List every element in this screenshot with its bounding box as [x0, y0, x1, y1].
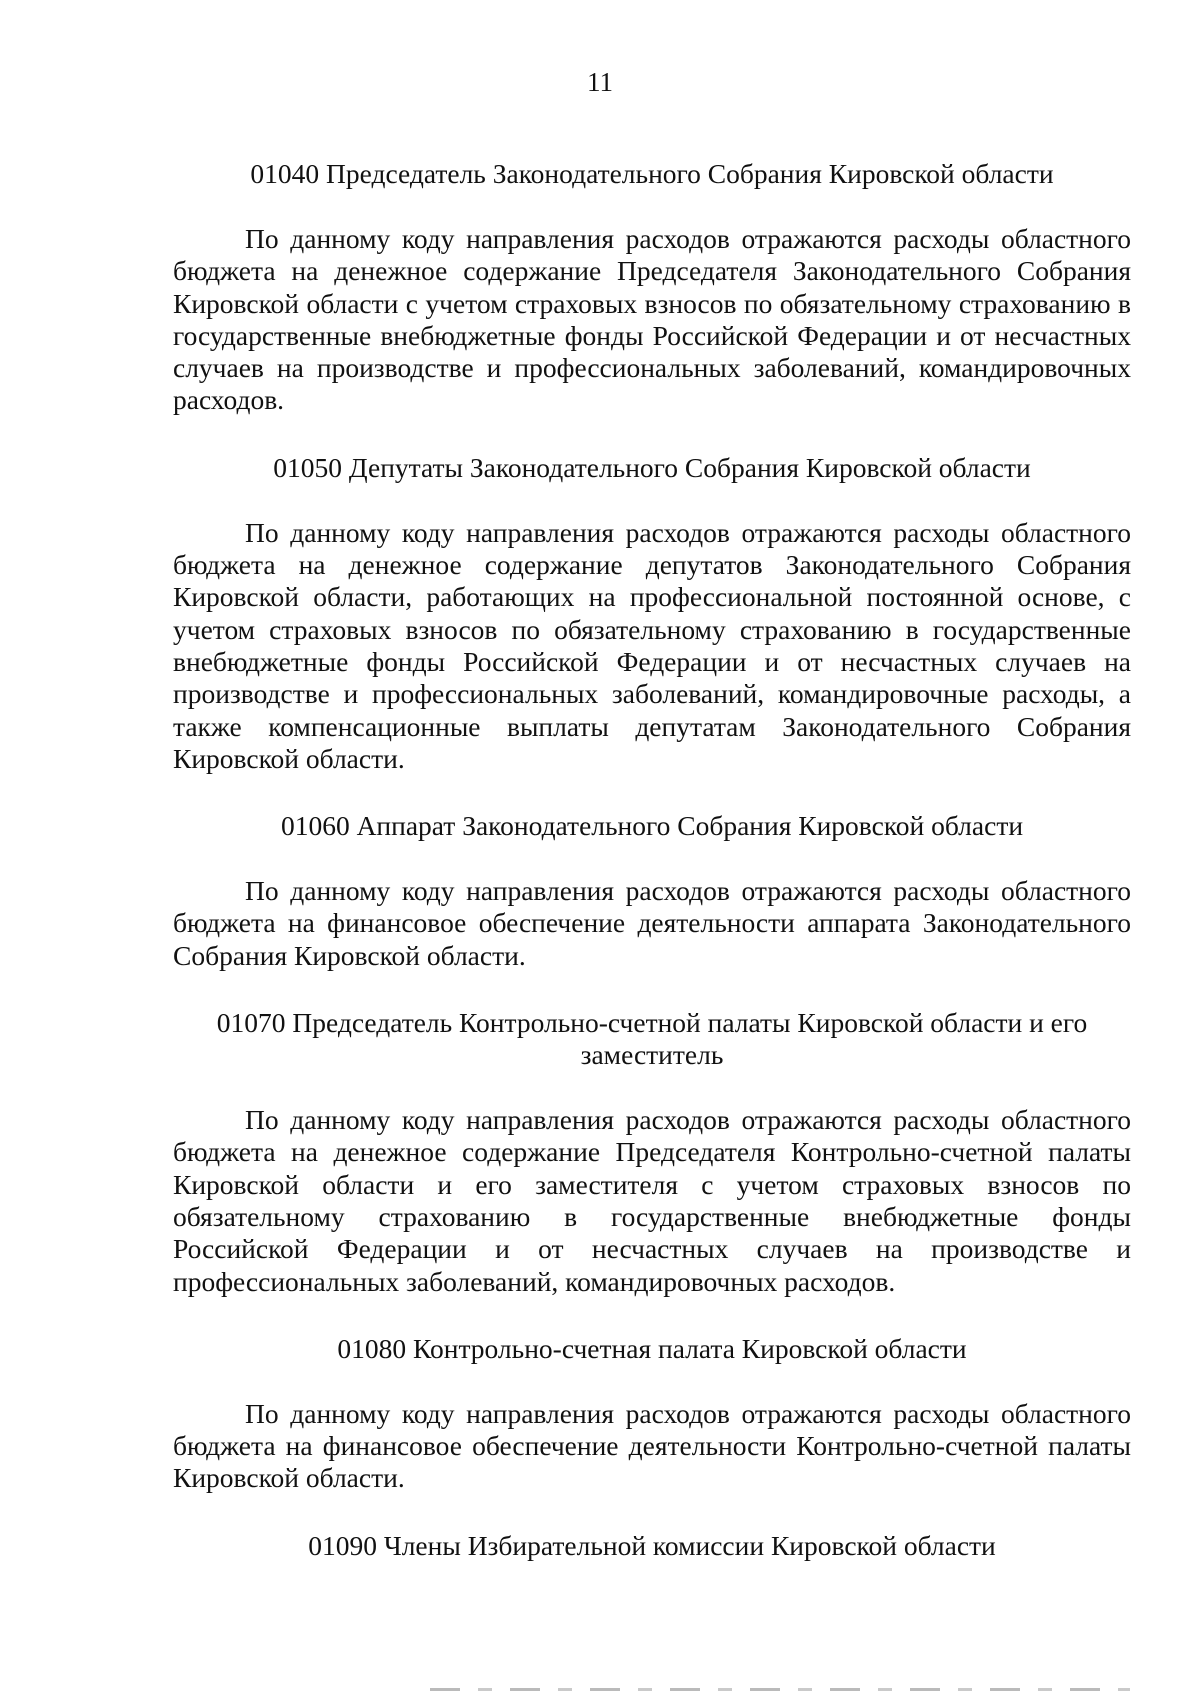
section-paragraph: По данному коду направления расходов отражаются расходы областного бюджета на финансовое обеспечение деятельности аппарата Законодательного Собрания Кировской области.	[173, 875, 1131, 971]
section-01090	[173, 1530, 1131, 1562]
section-heading: 01070 Председатель Контрольно-счетной палаты Кировской области и его заместитель	[216, 1007, 1088, 1071]
section-01060	[173, 810, 1131, 972]
section-heading: 01080 Контрольно-счетная палата Кировской области	[337, 1332, 967, 1364]
section-heading: 01040 Председатель Законодательного Собрания Кировской области	[250, 158, 1054, 189]
section-paragraph: По данному коду направления расходов отражаются расходы областного бюджета на финансовое обеспечение деятельности Контрольно-счетной палаты Кировской области.	[173, 1397, 1131, 1494]
section-paragraph: По данному коду направления расходов отражаются расходы областного бюджета на денежное содержание депутатов Законодательного Собрания Кировской области, работающих на профессиональной постоянной основе, с учетом страховых взносов по обязательному страхованию в государственные внебюджетные фонды Российской Федерации и от несчастных случаев на производстве и профессиональных заболеваний, командировочные расходы, а также компенсационные выплаты депутатам Законодательного Собрания Кировской области.	[173, 516, 1131, 774]
section-paragraph: По данному коду направления расходов отражаются расходы областного бюджета на денежное содержание Председателя Контрольно-счетной палаты Кировской области и его заместителя с учетом страховых взносов по обязательному страхованию в государственные внебюджетные фонды Российской Федерации и от несчастных случаев на производстве и профессиональных заболеваний, командировочных расходов.	[173, 1104, 1131, 1297]
section-01070	[173, 1007, 1131, 1298]
section-heading: 01060 Аппарат Законодательного Собрания Кировской области	[280, 810, 1024, 842]
section-01040	[173, 158, 1131, 417]
section-heading: 01050 Депутаты Законодательного Собрания Кировской области	[273, 451, 1031, 483]
section-heading: 01090 Члены Избирательной комиссии Кировской области	[308, 1529, 996, 1561]
section-01050	[173, 452, 1131, 775]
scan-footer-marks	[430, 1688, 1130, 1691]
section-01080	[173, 1333, 1131, 1495]
section-paragraph: По данному коду направления расходов отражаются расходы областного бюджета на денежное содержание Председателя Законодательного Собрания Кировской области с учетом страховых взносов по обязательному страхованию в государственные внебюджетные фонды Российской Федерации и от несчастных случаев на производстве и профессиональных заболеваний, командировочных расходов.	[173, 223, 1131, 416]
document-body	[173, 158, 1131, 1595]
page-number: 11	[587, 67, 613, 97]
